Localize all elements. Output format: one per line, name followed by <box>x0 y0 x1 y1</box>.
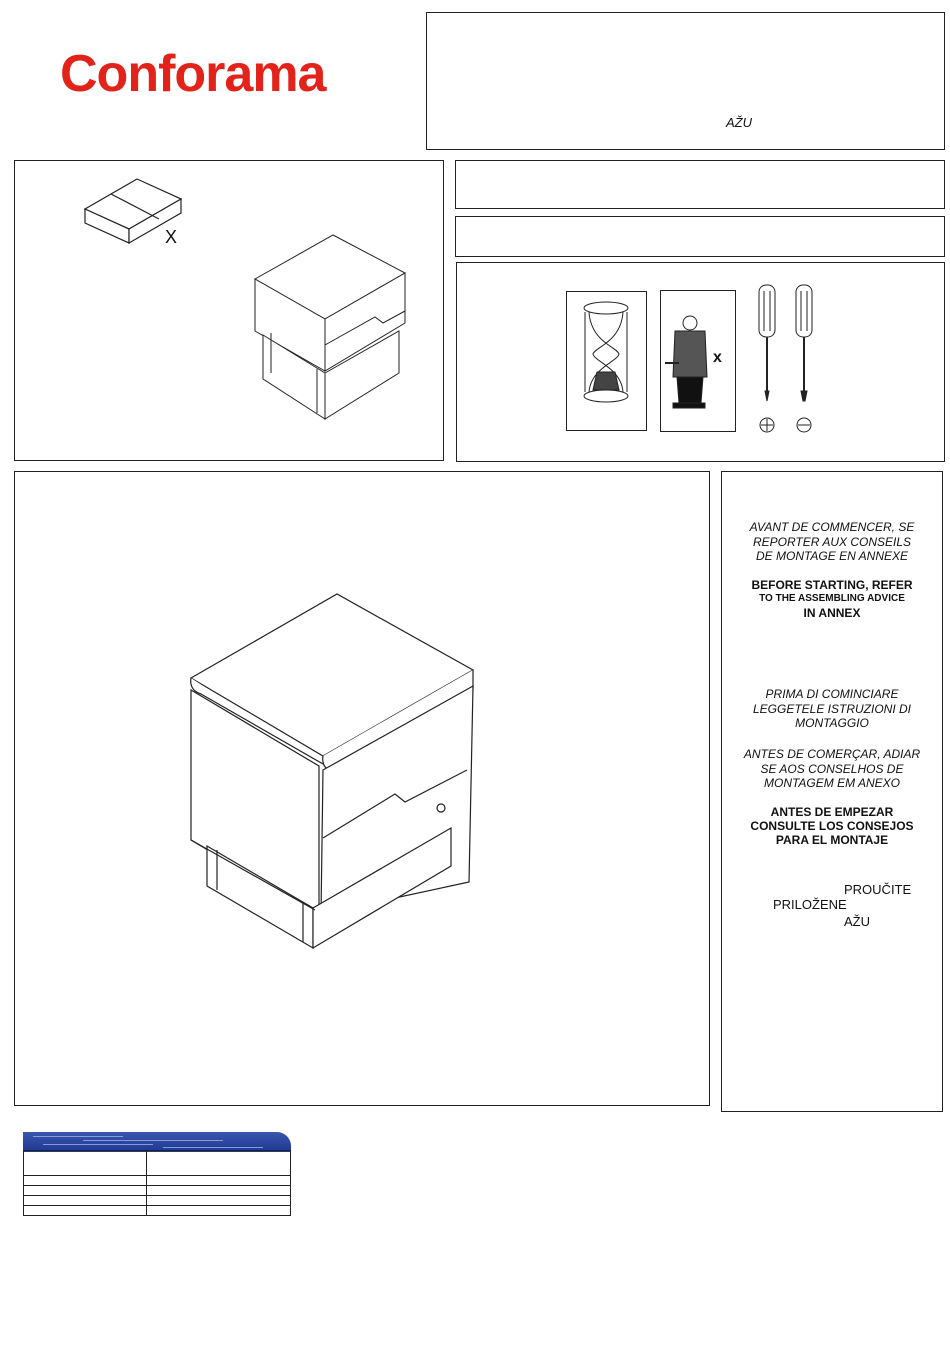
advice-fr <box>722 520 942 564</box>
advice-it-line: PRIMA DI COMINCIARE <box>765 687 899 701</box>
advice-fr-line: AVANT DE COMMENCER, SE <box>749 520 915 534</box>
advice-hr-line1: PROUČITE <box>844 882 912 897</box>
quantity-mark: X <box>165 227 178 247</box>
table-row <box>24 1176 291 1186</box>
advice-es-line: PARA EL MONTAJE <box>775 833 889 847</box>
info-box-1 <box>455 160 945 209</box>
table-row <box>24 1151 291 1176</box>
advice-fr-line: REPORTER AUX CONSEILS <box>752 534 912 549</box>
advice-it-line: LEGGETELE ISTRUZIONI DI <box>752 701 912 716</box>
info-table <box>23 1150 291 1216</box>
advice-pt-line: SE AOS CONSELHOS DE <box>760 761 904 776</box>
advice-en-line: TO THE ASSEMBLING ADVICE <box>759 593 905 604</box>
header-box <box>426 12 945 150</box>
header-code-text: AŽU <box>726 115 752 130</box>
advice-pt-line: MONTAGEM EM ANEXO <box>763 776 900 790</box>
person-icon <box>661 291 735 431</box>
advice-en-line: BEFORE STARTING, REFER <box>751 578 913 592</box>
advice-en <box>722 578 942 620</box>
table-banner <box>23 1132 291 1152</box>
advice-pt <box>722 747 942 791</box>
table-row <box>24 1196 291 1206</box>
advice-it <box>722 687 942 731</box>
conforama-logo: Conforama <box>60 45 326 103</box>
advice-es-line: CONSULTE LOS CONSEJOS <box>750 819 914 833</box>
hourglass-icon <box>567 292 646 430</box>
person-panel <box>660 290 736 432</box>
table-row <box>24 1206 291 1216</box>
hourglass-panel <box>566 291 647 431</box>
screwdriver-phillips-icon <box>756 283 780 443</box>
advice-es-line: ANTES DE EMPEZAR <box>770 805 894 819</box>
nightstand-thumbnail <box>251 233 421 433</box>
advice-it-line: MONTAGGIO <box>795 716 869 730</box>
parts-box <box>14 160 444 461</box>
advice-hr-line3: AŽU <box>844 914 870 929</box>
advice-pt-line: ANTES DE COMERÇAR, ADIAR <box>743 747 921 761</box>
package-icon <box>81 175 201 255</box>
main-illustration-box <box>14 471 710 1106</box>
advice-hr-line2: PRILOŽENE <box>773 897 847 912</box>
advice-box <box>721 471 943 1112</box>
info-box-2 <box>455 216 945 257</box>
tools-box <box>456 262 945 462</box>
screwdriver-flat-icon <box>793 283 817 443</box>
persons-quantity-mark: x <box>713 349 722 366</box>
advice-es <box>722 805 942 847</box>
advice-fr-line: DE MONTAGE EN ANNEXE <box>755 549 909 563</box>
nightstand-illustration <box>185 590 485 950</box>
advice-en-line: IN ANNEX <box>803 606 861 620</box>
table-row <box>24 1186 291 1196</box>
